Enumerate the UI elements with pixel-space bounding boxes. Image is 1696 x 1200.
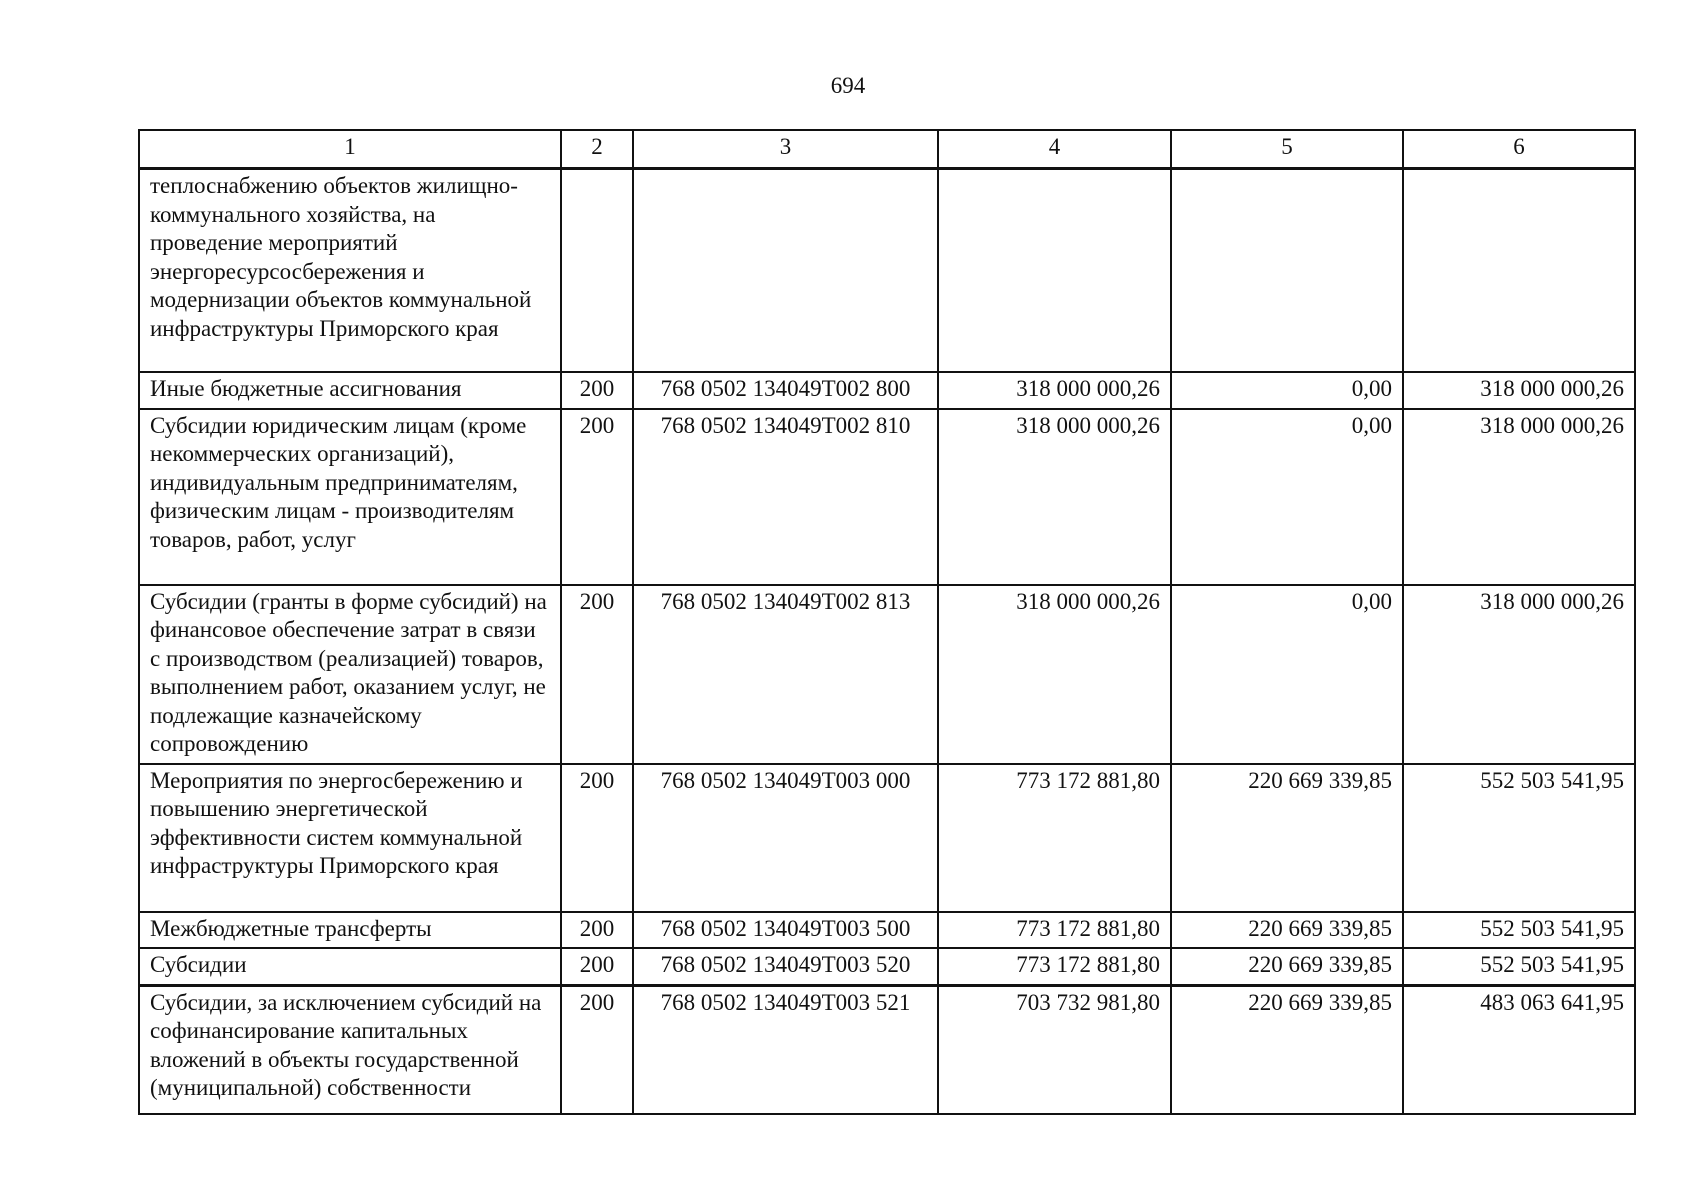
row-col4-cell: 318 000 000,26: [938, 585, 1171, 764]
row-col5-cell: 220 669 339,85: [1171, 912, 1403, 949]
row-col4-cell: [938, 169, 1171, 373]
row-col4-cell: 318 000 000,26: [938, 409, 1171, 585]
row-code-cell: 768 0502 134049Т002 813: [633, 585, 938, 764]
row-col6-cell: 318 000 000,26: [1403, 585, 1635, 764]
row-col4-cell: 773 172 881,80: [938, 912, 1171, 949]
row-code-cell: 768 0502 134049Т003 500: [633, 912, 938, 949]
header-col-1: 1: [139, 130, 561, 169]
row-gr-cell: 200: [561, 948, 633, 985]
row-col4-cell: 703 732 981,80: [938, 985, 1171, 1114]
header-col-3: 3: [633, 130, 938, 169]
header-col-4: 4: [938, 130, 1171, 169]
table-row: [139, 912, 1635, 949]
row-gr-cell: [561, 169, 633, 373]
table-header: [139, 130, 1635, 169]
table-row: [139, 169, 1635, 373]
row-col6-cell: [1403, 169, 1635, 373]
row-col6-cell: 318 000 000,26: [1403, 372, 1635, 409]
row-col5-cell: 0,00: [1171, 585, 1403, 764]
page-number: 694: [830, 73, 866, 98]
row-name-cell: Межбюджетные трансферты: [139, 912, 561, 949]
row-code-cell: [633, 169, 938, 373]
row-gr-cell: 200: [561, 372, 633, 409]
row-code-cell: 768 0502 134049Т003 520: [633, 948, 938, 985]
table-row: [139, 409, 1635, 585]
row-name-cell: теплоснабжению объектов жилищно-коммунального хозяйства, на проведение мероприятий энергоресурсосбережения и модернизации объектов коммунальной инфраструктуры Приморского края: [139, 169, 561, 373]
table-body: [139, 169, 1635, 1114]
row-col5-cell: 220 669 339,85: [1171, 985, 1403, 1114]
row-col6-cell: 552 503 541,95: [1403, 764, 1635, 912]
row-col4-cell: 773 172 881,80: [938, 764, 1171, 912]
row-gr-cell: 200: [561, 409, 633, 585]
row-name-cell: Субсидии (гранты в форме субсидий) на финансовое обеспечение затрат в связи с производством (реализацией) товаров, выполнением работ, оказанием услуг, не подлежащие казначейскому сопровождению: [139, 585, 561, 764]
row-gr-cell: 200: [561, 912, 633, 949]
row-col5-cell: 0,00: [1171, 372, 1403, 409]
row-col6-cell: 318 000 000,26: [1403, 409, 1635, 585]
header-col-5: 5: [1171, 130, 1403, 169]
row-name-cell: Субсидии: [139, 948, 561, 985]
row-col6-cell: 552 503 541,95: [1403, 948, 1635, 985]
row-gr-cell: 200: [561, 985, 633, 1114]
header-col-6: 6: [1403, 130, 1635, 169]
row-name-cell: Мероприятия по энергосбережению и повышению энергетической эффективности систем коммунальной инфраструктуры Приморского края: [139, 764, 561, 912]
table-row: [139, 985, 1635, 1114]
row-name-cell: Субсидии юридическим лицам (кроме некоммерческих организаций), индивидуальным предпринимателям, физическим лицам - производителям товаров, работ, услуг: [139, 409, 561, 585]
budget-table: [138, 129, 1636, 1115]
row-code-cell: 768 0502 134049Т003 521: [633, 985, 938, 1114]
row-col6-cell: 483 063 641,95: [1403, 985, 1635, 1114]
row-code-cell: 768 0502 134049Т002 810: [633, 409, 938, 585]
row-name-cell: Иные бюджетные ассигнования: [139, 372, 561, 409]
row-col5-cell: 0,00: [1171, 409, 1403, 585]
row-gr-cell: 200: [561, 585, 633, 764]
row-col5-cell: 220 669 339,85: [1171, 764, 1403, 912]
row-gr-cell: 200: [561, 764, 633, 912]
table-row: [139, 948, 1635, 985]
row-name-cell: Субсидии, за исключением субсидий на софинансирование капитальных вложений в объекты государственной (муниципальной) собственности: [139, 985, 561, 1114]
table-row: [139, 372, 1635, 409]
row-col4-cell: 773 172 881,80: [938, 948, 1171, 985]
row-col6-cell: 552 503 541,95: [1403, 912, 1635, 949]
table-row: [139, 764, 1635, 912]
header-row: [139, 130, 1635, 169]
row-code-cell: 768 0502 134049Т003 000: [633, 764, 938, 912]
table-row: [139, 585, 1635, 764]
row-col5-cell: 220 669 339,85: [1171, 948, 1403, 985]
row-col5-cell: [1171, 169, 1403, 373]
row-col4-cell: 318 000 000,26: [938, 372, 1171, 409]
header-col-2: 2: [561, 130, 633, 169]
row-code-cell: 768 0502 134049Т002 800: [633, 372, 938, 409]
